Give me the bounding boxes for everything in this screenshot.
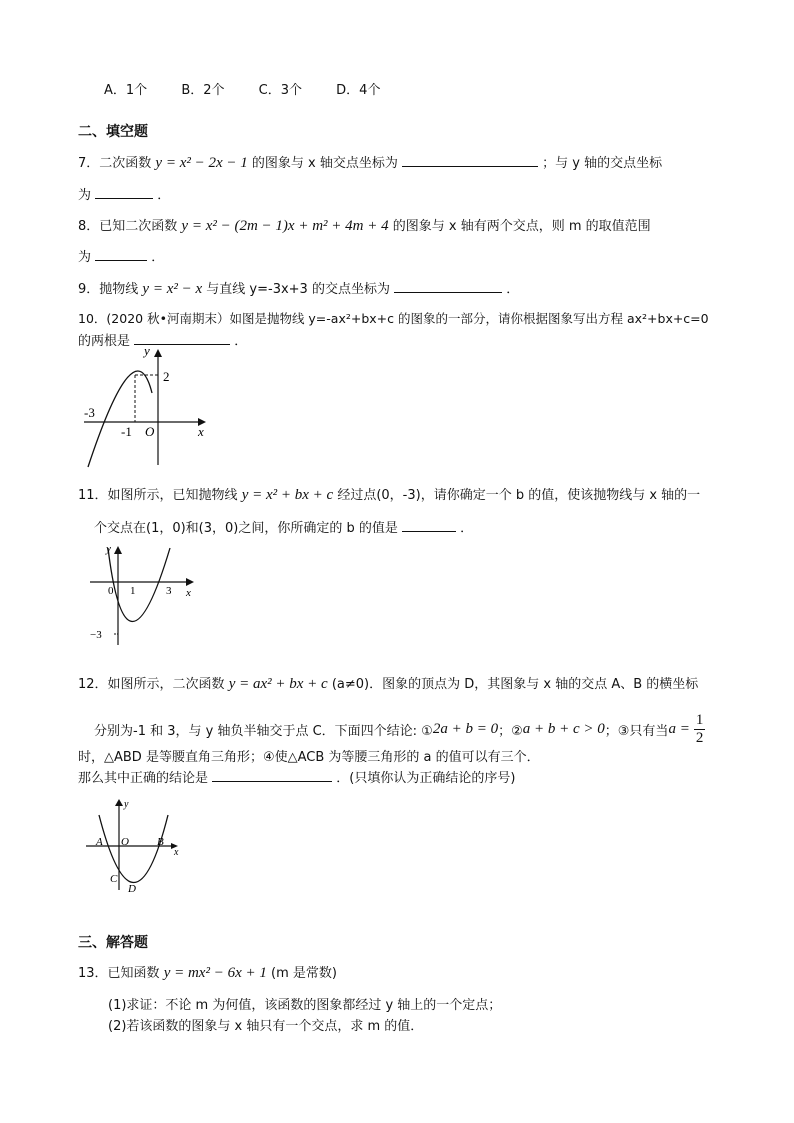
q10-parabola-figure [80, 345, 220, 470]
q7-answer-blank-2[interactable] [95, 186, 153, 199]
q10-answer-blank[interactable] [134, 332, 230, 345]
section-answer-title: 三、解答题 [78, 935, 148, 951]
q11-answer-blank[interactable] [402, 519, 456, 532]
question-7-line2: 为 ． [78, 188, 171, 203]
q10-label-2: 2 [163, 369, 170, 384]
q6-options [104, 79, 380, 98]
option-c: C．3个 [258, 83, 303, 98]
q13-equation: y = mx² − 6x + 1 [163, 965, 267, 981]
question-8-line2: 为 ． [78, 250, 165, 265]
question-13-part1: (1)求证：不论 m 为何值，该函数的图象都经过 y 轴上的一个定点； [108, 998, 502, 1013]
question-10: 10．(2020 秋•河南期末）如图是抛物线 y=-ax²+bx+c 的图象的一部分，请你根据图象写出方程 ax²+bx+c=0 [78, 311, 709, 326]
q11-label-0: 0 [108, 585, 114, 597]
q11-label-neg3: −3 [90, 629, 102, 641]
q7-equation: y = x² − 2x − 1 [155, 155, 248, 171]
q10-label-origin: O [145, 424, 155, 439]
q8-answer-blank[interactable] [95, 248, 147, 261]
question-11-line2: 个交点在(1，0)和(3，0)之间，你所确定的 b 的值是 ． [94, 521, 474, 536]
section-fill-in-title: 二、填空题 [78, 124, 148, 140]
q9-equation: y = x² − x [142, 281, 203, 297]
q11-x-arrow [186, 578, 194, 586]
q12-fraction-one-half: $\frac{1}{2}$ [695, 711, 704, 746]
q11-y-label: y [106, 543, 111, 555]
question-12: 12．如图所示，二次函数 y = ax² + bx + c (a≠0)．图象的顶点为 D，其图象与 x 轴的交点 A、B 的横坐标 [78, 676, 699, 692]
q9-answer-blank[interactable] [394, 280, 502, 293]
q12-y-label: y [124, 799, 129, 810]
q10-label-neg1: -1 [121, 424, 132, 439]
q11-label-1: 1 [130, 585, 136, 597]
question-12-line2: 分别为-1 和 3，与 y 轴负半轴交于点 C．下面四个结论: ① 2a + b = 0 ；② a + b + c > 0 ；③只有当 a = $\frac{1}{2}$ [94, 711, 704, 746]
q11-y-arrow [114, 546, 122, 554]
q12-equation: y = ax² + bx + c [228, 676, 328, 692]
q11-parabola-curve [108, 548, 170, 622]
q10-x-label: x [198, 424, 204, 439]
question-10-line2: 的两根是 ． [78, 334, 248, 349]
question-13-part2: (2)若该函数的图象与 x 轴只有一个交点，求 m 的值． [108, 1019, 424, 1034]
question-9: 9．抛物线 y = x² − x 与直线 y=-3x+3 的交点坐标为 ． [78, 281, 520, 297]
q12-conclusion-2: a + b + c > 0 [522, 720, 605, 737]
q12-x-label: x [174, 847, 179, 858]
q11-parabola-figure [88, 540, 218, 650]
q7-answer-blank-1[interactable] [402, 154, 538, 167]
q12-label-C: C [110, 873, 118, 885]
option-b: B．2个 [181, 83, 225, 98]
q8-equation: y = x² − (2m − 1)x + m² + 4m + 4 [181, 218, 389, 234]
q10-y-arrow [154, 349, 162, 357]
q12-conclusion-3: a = [668, 720, 690, 737]
q11-equation: y = x² + bx + c [241, 487, 334, 503]
q10-label-neg3: -3 [84, 405, 95, 420]
q12-y-arrow [115, 799, 123, 806]
q12-label-O: O [121, 836, 129, 848]
q12-conclusion-1: 2a + b = 0 [432, 720, 499, 737]
q12-label-D: D [128, 883, 136, 895]
question-13: 13．已知函数 y = mx² − 6x + 1 (m 是常数) [78, 965, 337, 981]
q12-answer-blank[interactable] [212, 769, 332, 782]
question-12-line3: 时，△ABD 是等腰直角三角形；④使△ACB 为等腰三角形的 a 的值可以有三个． [78, 750, 540, 765]
option-a: A．1个 [104, 83, 148, 98]
q11-x-label: x [186, 587, 191, 599]
q12-label-B: B [157, 836, 164, 848]
option-d: D．4个 [336, 83, 381, 98]
q10-parabola-curve [88, 371, 152, 467]
question-11: 11．如图所示，已知抛物线 y = x² + bx + c 经过点(0，-3)，请你确定一个 b 的值，使该抛物线与 x 轴的一 [78, 487, 701, 503]
question-7: 7．二次函数 y = x² − 2x − 1 的图象与 x 轴交点坐标为 ；与 y 轴的交点坐标 [78, 155, 663, 171]
q11-label-3: 3 [166, 585, 172, 597]
question-8: 8．已知二次函数 y = x² − (2m − 1)x + m² + 4m + 4 的图象与 x 轴有两个交点，则 m 的取值范围 [78, 218, 651, 234]
q10-y-label: y [144, 345, 150, 358]
question-12-line4: 那么其中正确的结论是 ．(只填你认为正确结论的序号) [78, 771, 516, 786]
q12-parabola-figure [84, 795, 194, 895]
q12-label-A: A [96, 836, 103, 848]
